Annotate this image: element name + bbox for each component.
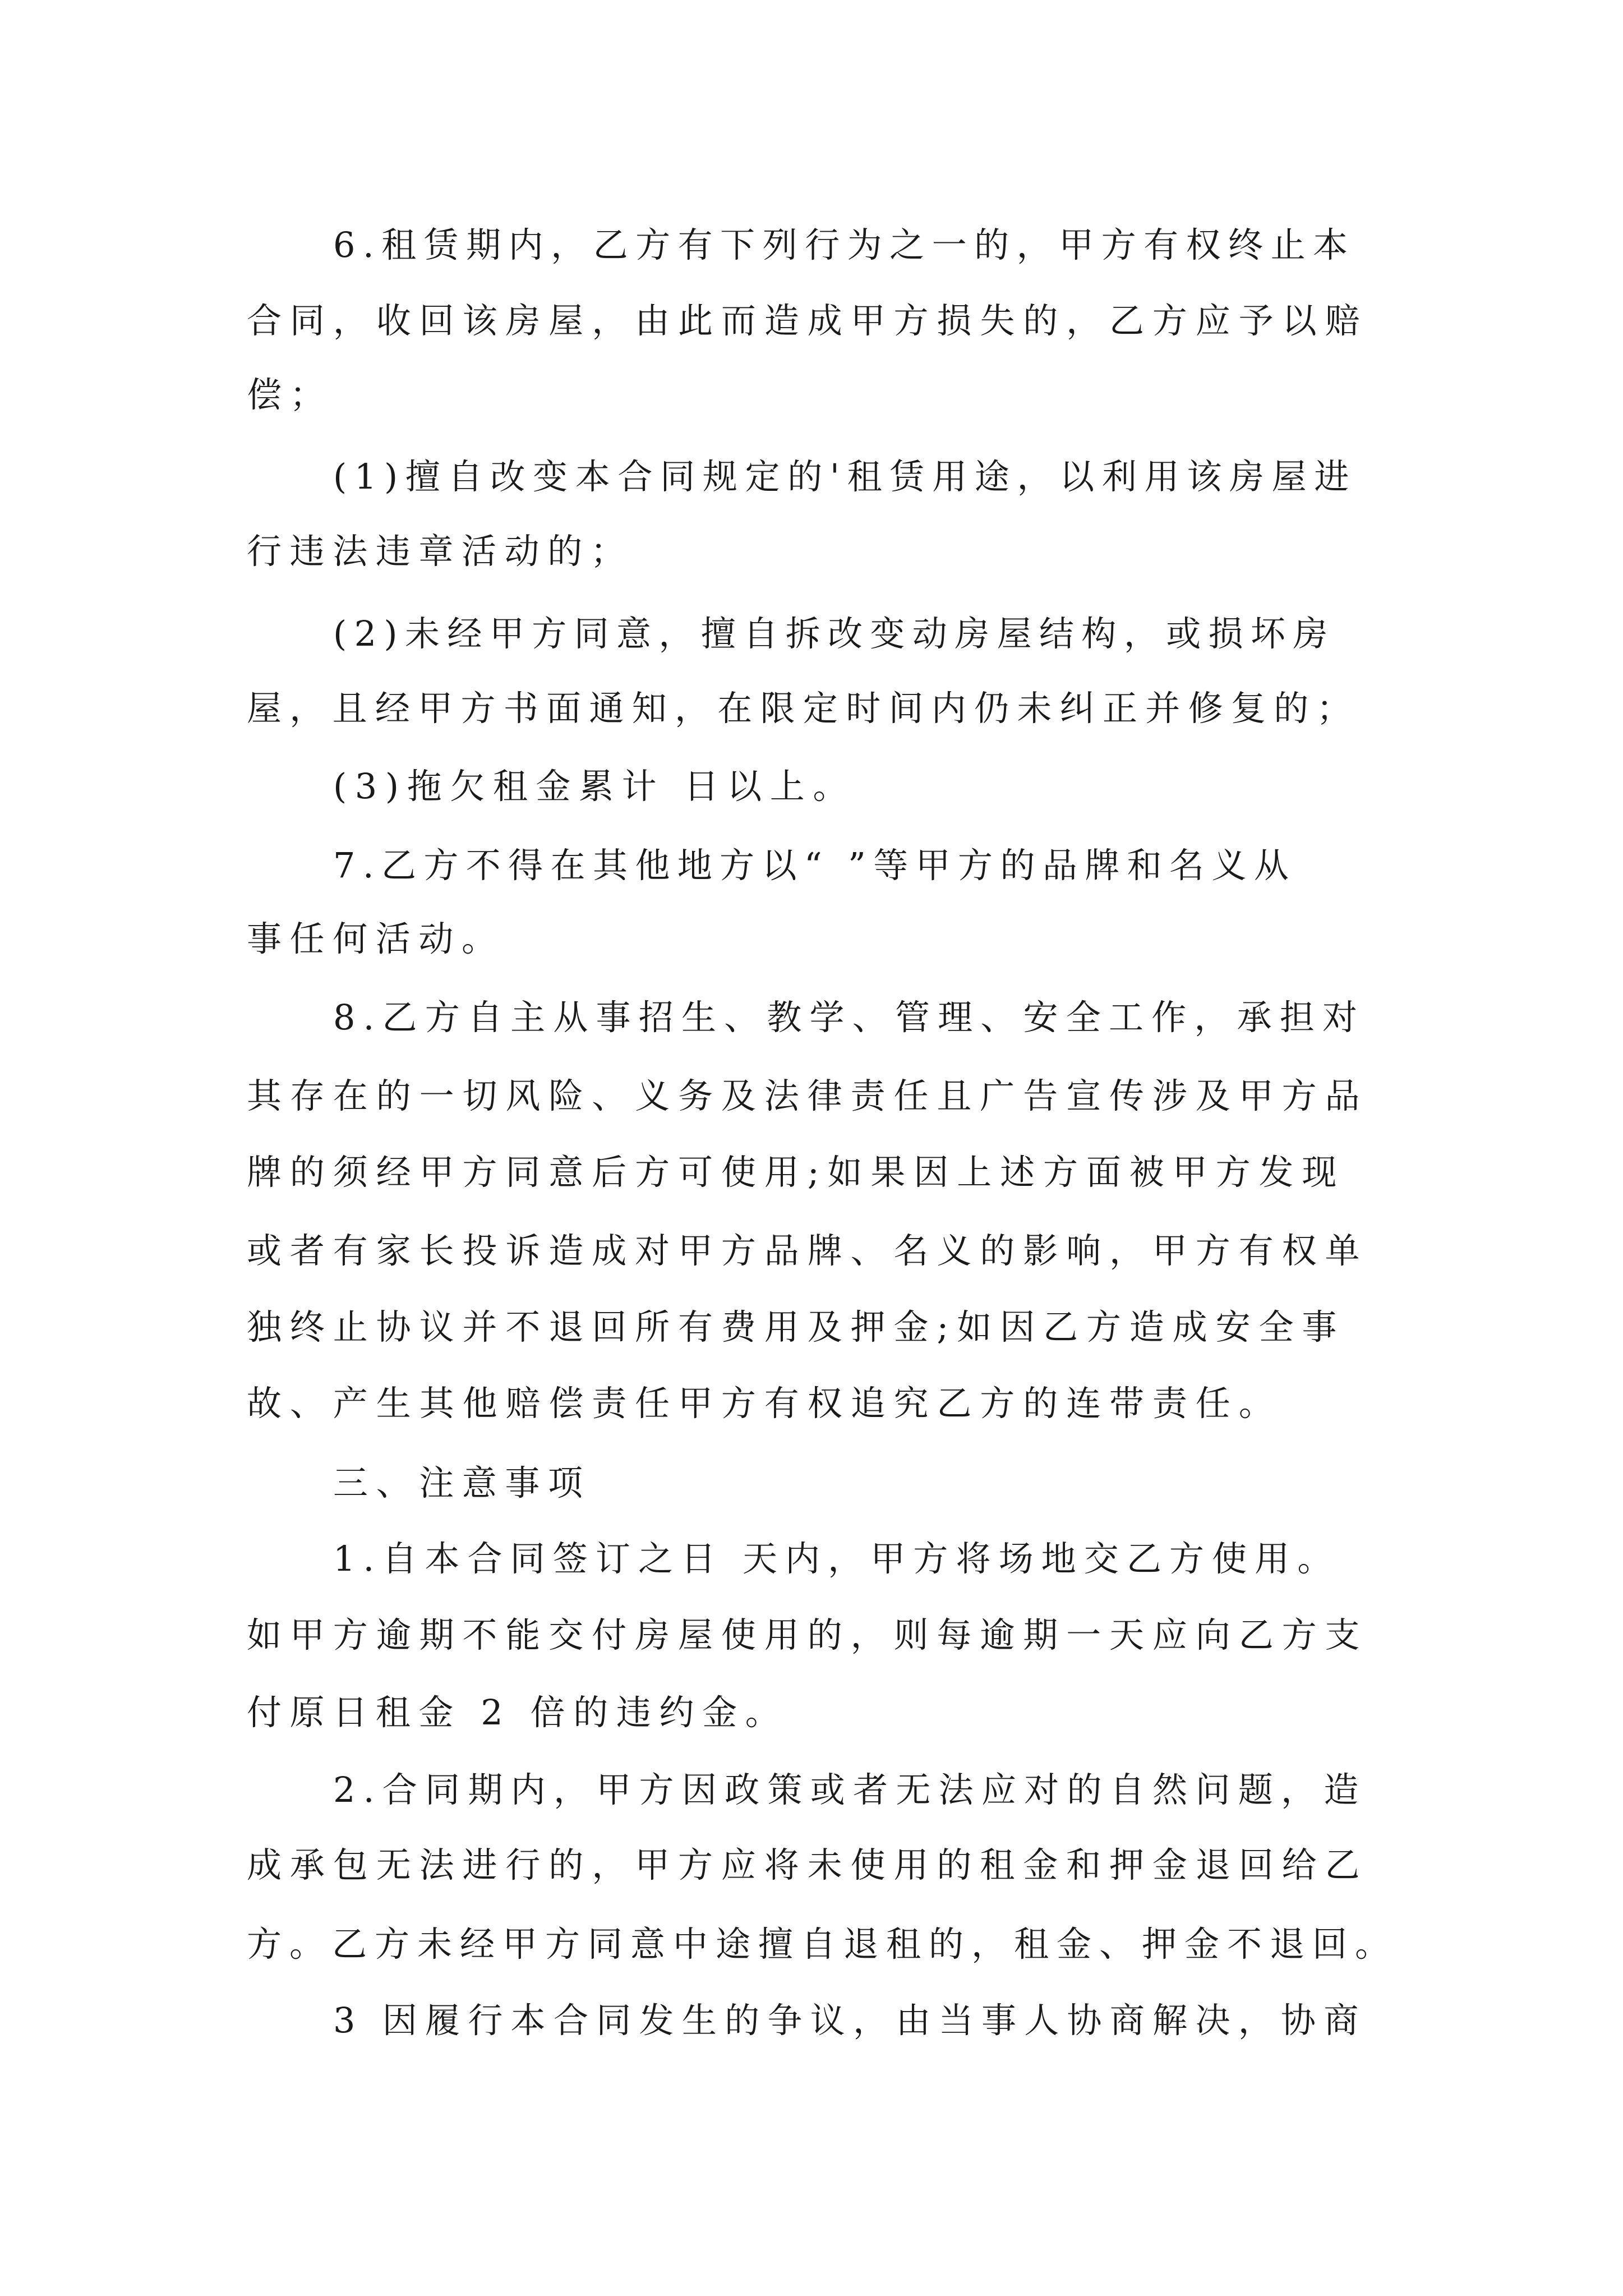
- paragraph-line: 如甲方逾期不能交付房屋使用的，则每逾期一天应向乙方支: [247, 1614, 1368, 1655]
- paragraph-line: (2)未经甲方同意，擅自拆改变动房屋结构，或损坏房: [333, 613, 1335, 654]
- paragraph-line: 6.租赁期内，乙方有下列行为之一的，甲方有权终止本: [333, 224, 1355, 265]
- paragraph-line: 故、产生其他赔偿责任甲方有权追究乙方的连带责任。: [247, 1383, 1282, 1424]
- paragraph-line: (3)拖欠租金累计 日以上。: [333, 766, 856, 807]
- paragraph-line: 成承包无法进行的，甲方应将未使用的租金和押金退回给乙: [247, 1844, 1368, 1885]
- paragraph-line: 方。乙方未经甲方同意中途擅自退租的，租金、押金不退回。: [247, 1924, 1398, 1964]
- paragraph-line: 合同，收回该房屋，由此而造成甲方损失的，乙方应予以赔: [247, 300, 1368, 341]
- paragraph-line: 牌的须经甲方同意后方可使用;如果因上述方面被甲方发现: [247, 1152, 1345, 1193]
- paragraph-line: 3 因履行本合同发生的争议，由当事人协商解决，协商: [333, 2000, 1367, 2041]
- paragraph-line: 行违法违章活动的；: [247, 531, 634, 572]
- paragraph-line: 屋，且经甲方书面通知，在限定时间内仍未纠正并修复的；: [247, 688, 1359, 729]
- paragraph-line: 独终止协议并不退回所有费用及押金;如因乙方造成安全事: [247, 1306, 1345, 1347]
- paragraph-line: 8.乙方自主从事招生、教学、管理、安全工作，承担对: [333, 997, 1366, 1038]
- section-heading: 三、注意事项: [333, 1462, 591, 1503]
- paragraph-line: 事任何活动。: [247, 918, 505, 959]
- paragraph-line: (1)擅自改变本合同规定的'租赁用途，以利用该房屋进: [333, 456, 1357, 497]
- paragraph-line: 其存在的一切风险、义务及法律责任且广告宣传涉及甲方品: [247, 1075, 1368, 1116]
- paragraph-line: 付原日租金 2 倍的违约金。: [247, 1692, 789, 1733]
- paragraph-line: 7.乙方不得在其他地方以“ ”等甲方的品牌和名义从: [333, 845, 1297, 886]
- paragraph-line: 或者有家长投诉造成对甲方品牌、名义的影响，甲方有权单: [247, 1230, 1368, 1271]
- paragraph-line: 2.合同期内，甲方因政策或者无法应对的自然问题，造: [333, 1769, 1367, 1810]
- paragraph-line: 1.自本合同签订之日 天内，甲方将场地交乙方使用。: [333, 1538, 1340, 1579]
- paragraph-line: 偿；: [247, 374, 333, 415]
